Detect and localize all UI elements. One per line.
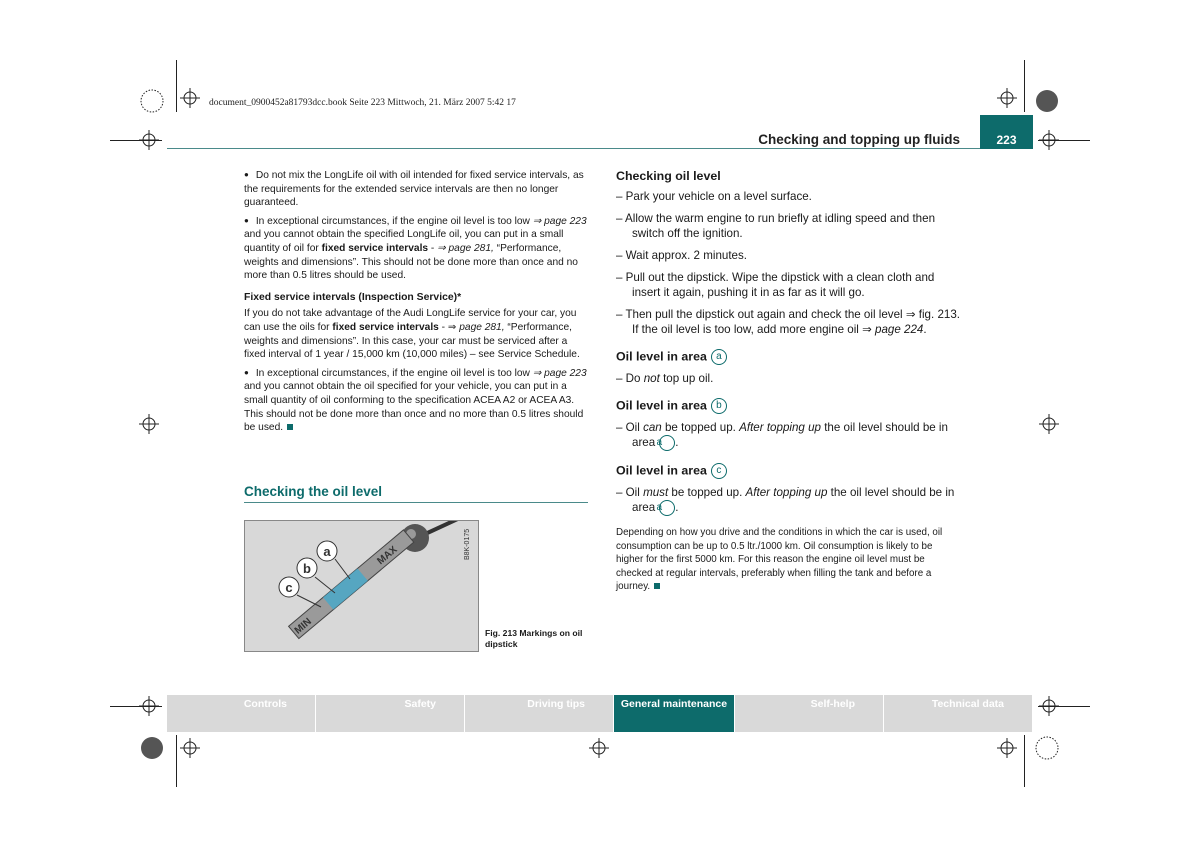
header-rule: [167, 148, 1033, 149]
bullet-exceptional-2: ● In exceptional circumstances, if the engine oil level is too low ⇒ page 223 and you cannot obtain the oil specified for your vehicle, you can put in a small quantity of oil conforming to the specification ACEA A2 or ACEA A3. This should not be done more than once and no more than 0.5 litres should be used.: [244, 367, 588, 435]
step-4: – Pull out the dipstick. Wipe the dipstick with a clean cloth and insert it again, pushing it in as far as it will go.: [616, 271, 935, 299]
figure-code: B8K-0175: [464, 528, 471, 560]
section-title: Checking the oil level: [244, 484, 588, 503]
page-header-title: Checking and topping up fluids: [758, 132, 960, 147]
step-1: – Park your vehicle on a level surface.: [616, 190, 812, 203]
subheading-fixed-service: Fixed service intervals (Inspection Service)*: [244, 291, 462, 303]
page-ref-281-b[interactable]: page 281,: [459, 321, 505, 333]
paragraph-fixed-service: If you do not take advantage of the Audi LongLife service for your car, you can use the oils for fixed service intervals - ⇒ page 281, “Performance, weights and dimensions”. In this case, your car must be serviced after a fixed interval of 1 year / 15,000 km (10,000 miles) – see Service Schedule.: [244, 308, 580, 361]
page-ref-224[interactable]: page 224: [875, 323, 924, 336]
area-b-text: – Oil can be topped up. After topping up the oil level should be in areaa .: [616, 421, 948, 450]
heading-area-c: Oil level in area c: [616, 463, 960, 479]
max-mark: MAX: [375, 544, 400, 568]
figure-caption: Fig. 213 Markings on oil dipstick: [485, 628, 583, 649]
tab-controls[interactable]: Controls: [167, 695, 315, 732]
tab-general-maintenance[interactable]: General maintenance: [614, 695, 734, 732]
step-2: – Allow the warm engine to run briefly at idling speed and then switch off the ignition.: [616, 212, 936, 240]
area-a-text: – Do not top up oil.: [616, 372, 714, 385]
bullet-exceptional-1: ● In exceptional circumstances, if the engine oil level is too low ⇒ page 223 and you cannot obtain the specified LongLife oil, you can put in a small quantity of oil for fixed service intervals - ⇒ page 281, “Performance, weights and dimensions”. This should not be done more than once and no more than 0.5 litres should be used.: [244, 215, 588, 283]
label-a: a: [323, 544, 331, 559]
step-3: – Wait approx. 2 minutes.: [616, 249, 748, 262]
label-b: b: [303, 561, 311, 576]
end-marker: [287, 424, 293, 430]
left-column: [244, 169, 588, 440]
area-b-badge: b: [711, 398, 727, 414]
page-ref-281[interactable]: ⇒ page 281,: [437, 242, 494, 254]
area-a-ref-badge: a: [659, 435, 675, 451]
heading-checking-oil: Checking oil level: [616, 169, 721, 183]
area-a-badge: a: [711, 349, 727, 365]
tab-safety[interactable]: Safety: [316, 695, 464, 732]
dipstick-illustration: [245, 521, 478, 651]
label-c: c: [285, 580, 293, 595]
page-ref-223[interactable]: ⇒ page 223: [532, 215, 587, 227]
tab-technical-data[interactable]: Technical data: [884, 695, 1032, 732]
bullet-longlife-mix: ● Do not mix the LongLife oil with oil intended for fixed service intervals, as the requirements for the extended service intervals are then no longer guaranteed.: [244, 169, 588, 210]
heading-area-a: Oil level in area a: [616, 349, 960, 365]
area-a-ref-badge-2: a: [659, 500, 675, 516]
tab-driving-tips[interactable]: Driving tips: [465, 695, 613, 732]
area-c-badge: c: [711, 463, 727, 479]
print-info-line: document_0900452a81793dcc.book Seite 223 Mittwoch, 21. März 2007 5:42 17: [209, 98, 516, 108]
step-5: – Then pull the dipstick out again and check the oil level ⇒ fig. 213. If the oil level is too low, add more engine oil ⇒ page 224.: [616, 308, 961, 336]
right-column: [616, 169, 960, 594]
min-mark: MIN: [292, 616, 314, 637]
end-marker-2: [654, 583, 660, 589]
page-number: 223: [980, 115, 1033, 149]
heading-area-b: Oil level in area b: [616, 398, 960, 414]
dipstick-figure: [244, 520, 479, 652]
chapter-nav: [167, 695, 1033, 732]
area-c-text: – Oil must be topped up. After topping up the oil level should be in areaa .: [616, 486, 955, 515]
tab-self-help[interactable]: Self-help: [735, 695, 883, 732]
oil-consumption-note: Depending on how you drive and the conditions in which the car is used, oil consumption can be up to 0.5 ltr./1000 km. Oil consumption is likely to be higher for the first 5000 km. For this reason the engine oil level must be checked at regular intervals, preferably when filling the tank and before a journey.: [616, 527, 943, 592]
page-ref-223-b[interactable]: ⇒ page 223: [532, 367, 587, 379]
